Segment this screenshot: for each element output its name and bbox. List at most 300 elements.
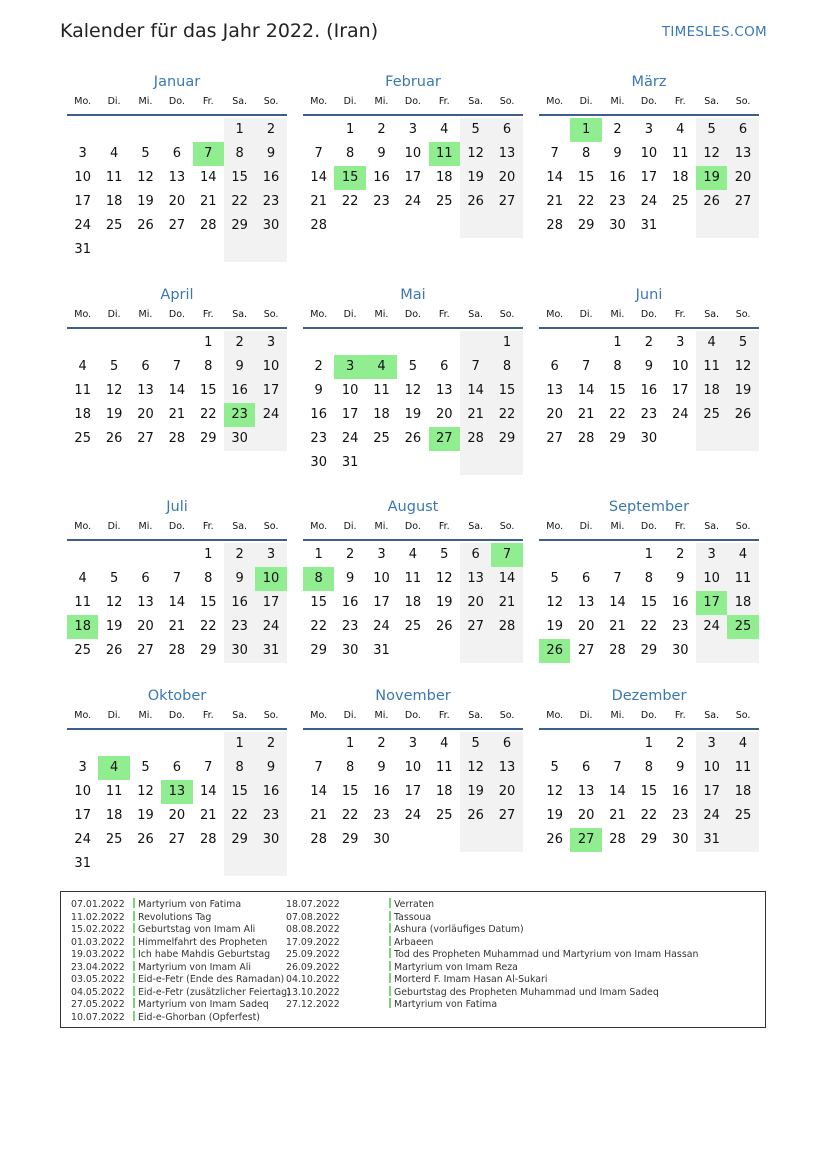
day-cell: 11: [727, 567, 758, 591]
day-cell: 7: [581, 359, 591, 374]
empty-cell: [727, 828, 758, 852]
day-cell: 18: [74, 407, 91, 422]
brand-logo[interactable]: TIMESLES.COM: [661, 24, 767, 40]
day-cell: 20: [727, 166, 758, 190]
day-cell: 15: [310, 595, 327, 610]
weekday-label: Mi.: [374, 521, 389, 532]
weekday-label: Do.: [640, 309, 657, 320]
day-cell: 30: [671, 643, 689, 658]
legend-holiday-name: Eid-e-Fetr (Ende des Ramadan): [138, 974, 285, 985]
day-cell: 6: [491, 732, 522, 756]
day-cell: 18: [373, 407, 390, 422]
day-cell: 13: [491, 142, 522, 166]
weekday-label: Mi.: [374, 309, 389, 320]
day-cell: 4: [440, 122, 449, 137]
day-cell: 17: [74, 194, 91, 209]
day-cell: 16: [224, 591, 255, 615]
empty-cell: [602, 732, 633, 756]
day-cell: 25: [671, 194, 689, 209]
day-cell: 21: [199, 808, 217, 823]
empty-cell: [98, 852, 129, 876]
day-cell: 20: [577, 808, 595, 823]
day-cell: 26: [404, 431, 422, 446]
day-cell: 29: [640, 832, 658, 847]
day-cell: 8: [644, 571, 653, 586]
legend-marker: [389, 936, 391, 946]
day-cell: 7: [613, 571, 622, 586]
holiday-day-cell: 7: [193, 142, 224, 166]
day-cell: 11: [74, 383, 91, 398]
day-grid: [303, 543, 523, 663]
legend-holiday-name: Himmelfahrt des Propheten: [138, 936, 268, 948]
day-cell: 7: [172, 571, 181, 586]
holiday-day-cell: 10: [255, 567, 286, 591]
weekday-label: So.: [499, 521, 515, 532]
day-cell: 23: [671, 619, 689, 634]
month-name: August: [387, 499, 439, 515]
day-cell: 22: [640, 808, 658, 823]
weekday-label: Sa.: [704, 309, 720, 320]
day-cell: 30: [224, 427, 255, 451]
day-cell: 12: [727, 355, 758, 379]
day-cell: 21: [460, 403, 491, 427]
legend-marker: [133, 961, 135, 971]
day-cell: 2: [676, 547, 685, 562]
empty-cell: [67, 118, 98, 142]
day-cell: 16: [609, 170, 626, 185]
weekday-header: [67, 706, 287, 730]
day-cell: 13: [546, 383, 563, 398]
weekday-label: Mo.: [310, 710, 328, 721]
empty-cell: [491, 214, 522, 238]
legend-date: 01.03.2022: [71, 936, 125, 948]
day-cell: 9: [676, 571, 685, 586]
legend-date: 13.10.2022: [286, 986, 340, 998]
day-cell: 17: [640, 170, 658, 185]
day-cell: 16: [224, 379, 255, 403]
weekday-label: Do.: [404, 309, 421, 320]
day-cell: 10: [640, 146, 658, 161]
empty-cell: [397, 828, 428, 852]
day-cell: 21: [609, 619, 626, 634]
month-name: Januar: [153, 74, 201, 90]
empty-cell: [397, 451, 428, 475]
holiday-day-cell: 15: [334, 166, 365, 190]
legend-row: [286, 998, 497, 1012]
empty-cell: [397, 331, 428, 355]
day-cell: 20: [460, 591, 491, 615]
empty-cell: [429, 828, 460, 852]
month-name: April: [160, 287, 194, 303]
empty-cell: [539, 543, 570, 567]
weekday-label: Mo.: [310, 309, 328, 320]
day-grid: [539, 118, 759, 238]
empty-cell: [460, 451, 491, 475]
empty-cell: [161, 852, 192, 876]
weekday-label: Sa.: [232, 710, 248, 721]
legend-holiday-name: Martyrium von Fatima: [394, 999, 498, 1010]
weekday-header: [539, 305, 759, 329]
day-cell: 13: [137, 595, 154, 610]
day-cell: 2: [255, 118, 286, 142]
legend-holiday-name: Martyrium von Fatima: [138, 899, 242, 910]
legend-marker: [133, 898, 135, 908]
day-cell: 7: [613, 760, 622, 775]
day-cell: 28: [199, 218, 217, 233]
day-cell: 17: [255, 379, 286, 403]
day-cell: 15: [224, 780, 255, 804]
day-cell: 7: [314, 760, 323, 775]
weekday-label: Di.: [579, 710, 593, 721]
day-cell: 8: [345, 146, 355, 161]
legend-marker: [389, 961, 391, 971]
day-cell: 16: [255, 166, 286, 190]
day-cell: 20: [491, 166, 522, 190]
legend-holiday-name: Eid-e-Ghorban (Opferfest): [138, 1011, 260, 1023]
empty-cell: [429, 214, 460, 238]
day-cell: 28: [310, 832, 327, 847]
weekday-header: [67, 92, 287, 116]
legend-marker: [133, 911, 135, 921]
legend-row: [286, 898, 434, 912]
day-cell: 11: [696, 355, 727, 379]
day-cell: 7: [314, 146, 323, 161]
day-cell: 11: [105, 784, 123, 799]
empty-cell: [665, 427, 696, 451]
day-cell: 12: [137, 170, 154, 185]
month-september: [539, 497, 759, 663]
day-cell: 22: [310, 619, 327, 634]
day-cell: 19: [546, 808, 563, 823]
day-cell: 7: [460, 355, 491, 379]
legend-date: 04.05.2022: [71, 986, 125, 998]
day-cell: 28: [199, 832, 217, 847]
day-cell: 17: [373, 595, 390, 610]
day-cell: 24: [404, 808, 422, 823]
weekday-label: Do.: [640, 710, 657, 721]
month-november: [303, 686, 523, 852]
day-cell: 17: [74, 808, 91, 823]
weekday-label: Mo.: [74, 309, 92, 320]
day-cell: 17: [404, 170, 422, 185]
empty-cell: [224, 852, 255, 876]
day-cell: 3: [377, 547, 386, 562]
day-cell: 25: [435, 194, 453, 209]
day-cell: 13: [460, 567, 491, 591]
day-cell: 20: [546, 407, 563, 422]
day-cell: 1: [204, 547, 213, 562]
weekday-label: Sa.: [468, 521, 484, 532]
day-cell: 11: [105, 170, 123, 185]
empty-cell: [460, 828, 491, 852]
empty-cell: [460, 214, 491, 238]
day-cell: 4: [727, 543, 758, 567]
day-cell: 4: [696, 331, 727, 355]
legend-date: 17.09.2022: [286, 936, 340, 948]
weekday-label: Do.: [168, 521, 185, 532]
day-cell: 14: [310, 784, 327, 799]
day-cell: 6: [550, 359, 559, 374]
day-cell: 28: [609, 832, 626, 847]
day-cell: 21: [546, 194, 563, 209]
day-cell: 21: [168, 407, 186, 422]
weekday-label: Do.: [168, 309, 185, 320]
holiday-day-cell: 19: [696, 166, 727, 190]
day-cell: 4: [78, 359, 87, 374]
day-cell: 12: [696, 142, 727, 166]
day-cell: 20: [168, 808, 186, 823]
month-name: Februar: [385, 74, 441, 90]
day-cell: 3: [408, 736, 417, 751]
weekday-label: Mi.: [610, 521, 625, 532]
day-cell: 4: [727, 732, 758, 756]
day-cell: 19: [105, 619, 123, 634]
weekday-label: Fr.: [438, 96, 450, 107]
legend-date: 07.01.2022: [71, 899, 125, 910]
holiday-day-cell: 17: [696, 591, 727, 615]
legend-marker: [389, 973, 391, 983]
day-cell: 3: [644, 122, 653, 137]
day-grid: [67, 543, 287, 663]
month-april: [67, 285, 287, 451]
day-cell: 16: [255, 780, 286, 804]
weekday-label: Di.: [579, 309, 593, 320]
legend-date: 18.07.2022: [286, 899, 340, 910]
day-cell: 4: [109, 146, 119, 161]
day-grid: [67, 732, 287, 876]
empty-cell: [696, 427, 727, 451]
day-cell: 15: [609, 383, 626, 398]
day-cell: 25: [105, 218, 123, 233]
empty-cell: [460, 331, 491, 355]
weekday-label: Mo.: [546, 710, 564, 721]
day-cell: 27: [460, 615, 491, 639]
day-cell: 20: [491, 780, 522, 804]
day-cell: 14: [609, 595, 626, 610]
legend-marker: [133, 923, 135, 933]
day-cell: 24: [671, 407, 689, 422]
day-cell: 25: [696, 403, 727, 427]
legend-marker: [389, 986, 391, 996]
empty-cell: [224, 238, 255, 262]
holiday-day-cell: 4: [98, 756, 129, 780]
day-cell: 2: [224, 331, 255, 355]
empty-cell: [727, 427, 758, 451]
weekday-label: Mo.: [310, 521, 328, 532]
legend-date: 26.09.2022: [286, 961, 340, 973]
legend-row: [286, 923, 524, 937]
weekday-header: [67, 305, 287, 329]
weekday-label: Fr.: [202, 309, 214, 320]
weekday-label: Di.: [343, 521, 357, 532]
holiday-day-cell: 27: [429, 427, 460, 451]
day-cell: 8: [224, 142, 255, 166]
day-grid: [67, 331, 287, 451]
day-cell: 1: [345, 736, 355, 751]
day-cell: 30: [640, 431, 658, 446]
legend-date: 10.07.2022: [71, 1011, 125, 1023]
weekday-label: Sa.: [468, 710, 484, 721]
day-cell: 25: [727, 804, 758, 828]
day-cell: 30: [341, 643, 359, 658]
day-cell: 19: [460, 780, 491, 804]
weekday-label: Fr.: [202, 96, 214, 107]
day-cell: 29: [224, 214, 255, 238]
day-cell: 6: [172, 760, 181, 775]
day-cell: 2: [224, 543, 255, 567]
day-cell: 19: [546, 619, 563, 634]
day-cell: 29: [310, 643, 327, 658]
empty-cell: [429, 331, 460, 355]
day-cell: 25: [404, 619, 422, 634]
legend-date: 07.08.2022: [286, 911, 340, 923]
day-cell: 14: [199, 784, 217, 799]
weekday-label: Do.: [640, 521, 657, 532]
day-cell: 25: [74, 643, 91, 658]
day-cell: 6: [440, 359, 449, 374]
legend-date: 11.02.2022: [71, 911, 125, 923]
weekday-label: Sa.: [468, 96, 484, 107]
day-cell: 31: [696, 828, 727, 852]
day-cell: 2: [377, 736, 386, 751]
month-februar: [303, 72, 523, 238]
weekday-header: [539, 517, 759, 541]
day-cell: 19: [727, 379, 758, 403]
day-cell: 30: [310, 455, 327, 470]
day-cell: 28: [168, 431, 186, 446]
day-cell: 13: [491, 756, 522, 780]
day-cell: 29: [224, 828, 255, 852]
legend-marker: [133, 986, 135, 996]
legend-row: [286, 986, 659, 1000]
day-cell: 16: [341, 595, 359, 610]
day-cell: 27: [491, 804, 522, 828]
day-cell: 27: [546, 431, 563, 446]
legend-row: [286, 911, 431, 925]
empty-cell: [334, 331, 365, 355]
legend-row: [286, 961, 518, 975]
legend-date: 15.02.2022: [71, 924, 125, 935]
day-cell: 3: [78, 760, 87, 775]
month-name: März: [631, 74, 667, 90]
weekday-label: Di.: [343, 96, 357, 107]
empty-cell: [67, 732, 98, 756]
day-cell: 9: [676, 760, 685, 775]
day-cell: 14: [491, 567, 522, 591]
day-cell: 13: [577, 595, 595, 610]
legend-row: [71, 948, 270, 962]
legend-date: 04.10.2022: [286, 974, 340, 985]
day-cell: 5: [109, 571, 119, 586]
day-cell: 24: [404, 194, 422, 209]
day-cell: 12: [137, 784, 154, 799]
day-cell: 29: [491, 427, 522, 451]
legend-holiday-name: Geburtstag des Propheten Muhammad und Imam Sadeq: [394, 986, 659, 998]
legend-holiday-name: Morterd F. Imam Hasan Al-Sukari: [394, 974, 548, 985]
day-cell: 26: [727, 403, 758, 427]
holiday-day-cell: 8: [303, 567, 334, 591]
day-cell: 27: [168, 218, 186, 233]
empty-cell: [334, 214, 365, 238]
legend-row: [71, 961, 251, 975]
day-cell: 8: [644, 760, 653, 775]
day-cell: 1: [644, 547, 653, 562]
day-cell: 23: [255, 804, 286, 828]
legend-marker: [133, 948, 135, 958]
day-cell: 30: [255, 214, 286, 238]
day-cell: 23: [255, 190, 286, 214]
day-cell: 20: [577, 619, 595, 634]
day-cell: 22: [224, 804, 255, 828]
day-cell: 21: [491, 591, 522, 615]
empty-cell: [98, 732, 129, 756]
empty-cell: [397, 214, 428, 238]
day-cell: 5: [460, 732, 491, 756]
empty-cell: [98, 331, 129, 355]
legend-date: 23.04.2022: [71, 961, 125, 973]
legend-row: [71, 936, 267, 950]
weekday-label: So.: [499, 309, 515, 320]
legend-holiday-name: Ashura (vorläufiges Datum): [394, 924, 524, 935]
day-cell: 13: [727, 142, 758, 166]
legend-marker: [133, 1011, 135, 1021]
day-cell: 30: [255, 828, 286, 852]
day-cell: 5: [550, 760, 559, 775]
weekday-header: [539, 92, 759, 116]
empty-cell: [130, 238, 161, 262]
day-cell: 11: [74, 595, 91, 610]
legend-marker: [133, 998, 135, 1008]
day-cell: 27: [137, 431, 154, 446]
weekday-label: Mi.: [374, 710, 389, 721]
empty-cell: [397, 639, 428, 663]
day-cell: 14: [460, 379, 491, 403]
day-cell: 18: [727, 780, 758, 804]
legend-row: [71, 923, 255, 937]
weekday-header: [303, 92, 523, 116]
month-name: Dezember: [611, 688, 687, 704]
empty-cell: [696, 214, 727, 238]
day-cell: 8: [581, 146, 591, 161]
day-cell: 6: [460, 543, 491, 567]
day-cell: 18: [671, 170, 689, 185]
weekday-label: Mo.: [546, 309, 564, 320]
day-cell: 19: [435, 595, 453, 610]
holiday-day-cell: 26: [539, 639, 570, 663]
day-cell: 26: [137, 218, 154, 233]
legend-date: 19.03.2022: [71, 949, 125, 960]
day-cell: 13: [577, 784, 595, 799]
month-name: Juni: [635, 287, 663, 303]
holiday-day-cell: 13: [161, 780, 192, 804]
day-cell: 14: [310, 170, 327, 185]
weekday-label: Di.: [579, 96, 593, 107]
day-cell: 3: [255, 331, 286, 355]
day-cell: 18: [435, 784, 453, 799]
empty-cell: [539, 732, 570, 756]
month-name: Oktober: [147, 688, 207, 704]
month-juli: [67, 497, 287, 663]
empty-cell: [665, 214, 696, 238]
weekday-label: So.: [735, 710, 751, 721]
day-cell: 18: [404, 595, 422, 610]
empty-cell: [429, 639, 460, 663]
weekday-label: Mi.: [138, 309, 153, 320]
weekday-label: Sa.: [232, 96, 248, 107]
empty-cell: [130, 732, 161, 756]
day-cell: 16: [671, 595, 689, 610]
weekday-label: So.: [263, 96, 279, 107]
